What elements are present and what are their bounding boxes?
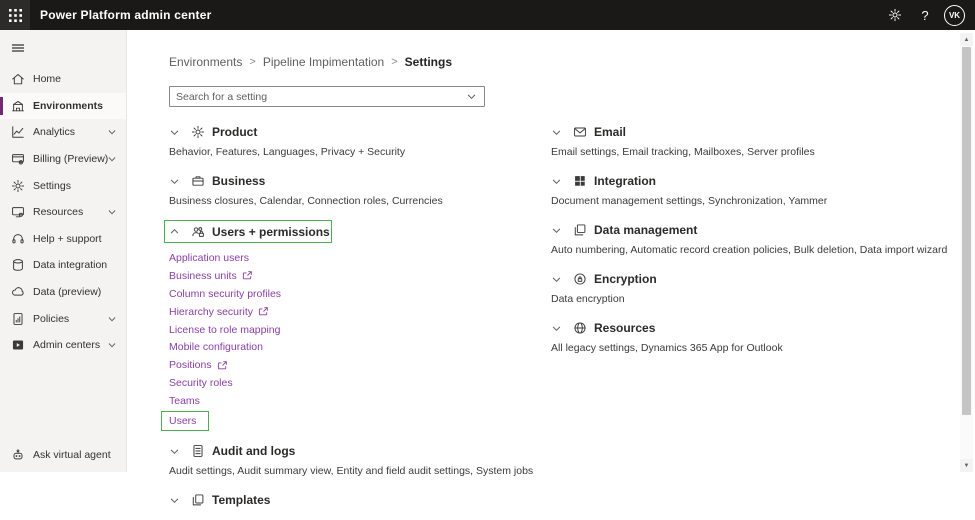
link-hierarchy-security[interactable]: Hierarchy security (169, 305, 254, 318)
section-title: Encryption (594, 272, 657, 286)
section-users-permissions (169, 220, 551, 431)
section-header-audit-and-logs[interactable] (169, 441, 551, 461)
chevron-down-icon[interactable] (169, 495, 180, 506)
section-title: Audit and logs (212, 444, 296, 459)
section-business (169, 171, 551, 207)
chevron-down-icon[interactable] (551, 274, 562, 285)
sidebar-nav (0, 66, 126, 359)
section-subtitle: Email settings, Email tracking, Mailboxes, Server profiles (551, 146, 815, 158)
sidebar-item-data-integration[interactable] (0, 252, 126, 279)
section-resources (551, 318, 971, 354)
pages-icon (573, 223, 587, 237)
chevron-down-icon[interactable] (551, 225, 562, 236)
chevron-down-icon[interactable] (169, 446, 180, 457)
sidebar-item-label: Help + support (33, 232, 102, 245)
people-lock-icon (191, 225, 205, 239)
section-subtitle: Data encryption (551, 293, 625, 305)
section-subtitle: Document management settings, Synchronization, Yammer (551, 195, 828, 207)
settings-column-left (169, 122, 551, 520)
sidebar-item-policies[interactable] (0, 305, 126, 332)
chevron-down-icon[interactable] (169, 127, 180, 138)
section-header-templates[interactable] (169, 490, 551, 510)
sidebar-item-label: Data integration (33, 259, 108, 272)
section-header-business[interactable] (169, 171, 551, 191)
section-title: Data management (594, 223, 698, 237)
section-title: Email (594, 125, 627, 139)
help-icon: ? (921, 7, 929, 23)
sidebar-item-analytics[interactable] (0, 119, 126, 146)
policy-doc-icon (11, 312, 25, 326)
section-encryption (551, 269, 971, 305)
section-header-product[interactable] (169, 122, 551, 142)
external-link-icon (258, 306, 269, 317)
section-header-data-management[interactable] (551, 220, 971, 240)
section-title: Resources (594, 321, 656, 335)
sidebar-footer-label: Ask virtual agent (33, 449, 111, 461)
collapse-nav-button[interactable] (0, 34, 126, 62)
section-subtitle: Behavior, Features, Languages, Privacy + Security (169, 146, 406, 158)
settings-column-right (551, 122, 971, 367)
sidebar-item-label: Home (33, 73, 62, 86)
section-subtitle: Business closures, Calendar, Connection roles, Currencies (169, 195, 443, 207)
section-title: Users + permissions (212, 224, 330, 239)
hamburger-icon (11, 41, 25, 55)
monitor-gear-icon (11, 205, 25, 219)
link-application-users[interactable]: Application users (169, 251, 249, 264)
breadcrumb-separator: > (391, 56, 398, 68)
link-business-units[interactable]: Business units (169, 269, 237, 282)
globe-icon (573, 321, 587, 335)
link-license-to-role-mapping[interactable]: License to role mapping (169, 323, 281, 336)
gear-icon (191, 125, 205, 139)
chevron-down-icon[interactable] (551, 176, 562, 187)
chevron-down-icon[interactable] (107, 340, 117, 350)
sidebar-item-admin-centers[interactable] (0, 332, 126, 359)
topbar (0, 0, 975, 30)
bot-icon (11, 448, 25, 462)
gear-icon (11, 179, 25, 193)
sidebar-item-settings[interactable] (0, 172, 126, 199)
sidebar-item-label: Billing (Preview) (33, 153, 109, 166)
analytics-icon (11, 125, 25, 139)
section-email (551, 122, 971, 158)
chevron-down-icon[interactable] (551, 323, 562, 334)
link-column-security-profiles[interactable]: Column security profiles (169, 287, 282, 300)
briefcase-icon (191, 174, 205, 188)
section-data-management (551, 220, 971, 256)
billing-icon (11, 152, 25, 166)
section-header-encryption[interactable] (551, 269, 971, 289)
setting-search-combobox[interactable] (169, 86, 485, 107)
cloud-icon (11, 285, 25, 299)
scrollbar-thumb[interactable] (962, 47, 971, 415)
scroll-down-button[interactable]: ▼ (960, 459, 973, 472)
section-audit-and-logs (169, 441, 551, 477)
app-title: Power Platform admin center (40, 8, 212, 22)
section-header-email[interactable] (551, 122, 971, 142)
link-mobile-configuration[interactable]: Mobile configuration (169, 341, 263, 354)
chevron-down-icon[interactable] (169, 176, 180, 187)
help-button[interactable] (910, 0, 940, 30)
environments-icon (11, 99, 25, 113)
section-title: Templates (212, 493, 271, 508)
external-link-icon (242, 270, 253, 281)
chevron-up-icon[interactable] (169, 226, 180, 237)
section-header-users-permissions[interactable] (164, 220, 332, 243)
section-integration (551, 171, 971, 207)
section-title: Product (212, 125, 258, 139)
search-input[interactable] (170, 91, 466, 103)
sidebar (0, 30, 127, 472)
sidebar-item-label: Policies (33, 312, 70, 325)
sidebar-item-data-preview[interactable] (0, 279, 126, 306)
sidebar-item-label: Environments (33, 99, 104, 112)
link-security-roles[interactable]: Security roles (169, 377, 233, 390)
breadcrumb (169, 55, 452, 69)
breadcrumb-separator: > (249, 56, 256, 68)
sidebar-item-environments[interactable] (0, 93, 126, 120)
database-icon (11, 258, 25, 272)
section-subtitle: All legacy settings, Dynamics 365 App for Outlook (551, 342, 783, 354)
section-subtitle: Audit settings, Audit summary view, Entity and field audit settings, System jobs (169, 465, 534, 478)
section-product (169, 122, 551, 158)
waffle-icon (9, 9, 22, 22)
section-title: Business (212, 174, 266, 188)
audit-doc-icon (191, 444, 205, 458)
section-header-integration[interactable] (551, 171, 971, 191)
settings-button[interactable] (880, 0, 910, 30)
breadcrumb-environment-name[interactable]: Pipeline Impimentation (262, 55, 385, 69)
chevron-down-icon[interactable] (107, 207, 117, 217)
breadcrumb-settings: Settings (404, 55, 452, 69)
ask-virtual-agent-button[interactable] (0, 442, 126, 468)
section-header-resources[interactable] (551, 318, 971, 338)
link-teams[interactable]: Teams (169, 395, 200, 408)
chevron-down-icon[interactable] (107, 154, 117, 164)
sidebar-item-billing-preview[interactable] (0, 146, 126, 173)
chevron-down-icon[interactable] (107, 314, 117, 324)
section-title: Integration (594, 174, 656, 188)
users-permissions-links (169, 249, 551, 431)
vertical-scrollbar[interactable] (960, 33, 973, 472)
link-positions[interactable]: Positions (169, 359, 212, 372)
account-avatar[interactable]: VK (944, 5, 965, 26)
sidebar-item-label: Resources (33, 206, 84, 219)
admin-icon (11, 338, 25, 352)
sidebar-item-label: Admin centers (33, 339, 101, 352)
scroll-up-button[interactable]: ▲ (960, 33, 973, 46)
sidebar-item-label: Analytics (33, 126, 76, 139)
section-subtitle: Auto numbering, Automatic record creation policies, Bulk deletion, Data import wizard (551, 244, 948, 256)
gear-icon (888, 8, 902, 22)
link-users[interactable]: Users (169, 415, 197, 428)
breadcrumb-environments[interactable]: Environments (169, 55, 243, 69)
envelope-icon (573, 125, 587, 139)
sidebar-item-home[interactable] (0, 66, 126, 93)
sidebar-item-label: Data (preview) (33, 286, 102, 299)
main-content (128, 30, 975, 508)
shield-lock-icon (573, 272, 587, 286)
sidebar-item-resources[interactable] (0, 199, 126, 226)
sidebar-item-help-support[interactable] (0, 226, 126, 253)
chevron-down-icon[interactable] (466, 91, 477, 102)
chevron-down-icon[interactable] (107, 127, 117, 137)
templates-icon (191, 493, 205, 507)
headset-icon (11, 232, 25, 246)
section-templates (169, 490, 551, 510)
windows-icon (573, 174, 587, 188)
external-link-icon (217, 360, 228, 371)
chevron-down-icon[interactable] (551, 127, 562, 138)
home-icon (11, 72, 25, 86)
app-launcher-button[interactable] (0, 0, 30, 30)
sidebar-item-label: Settings (33, 179, 71, 192)
